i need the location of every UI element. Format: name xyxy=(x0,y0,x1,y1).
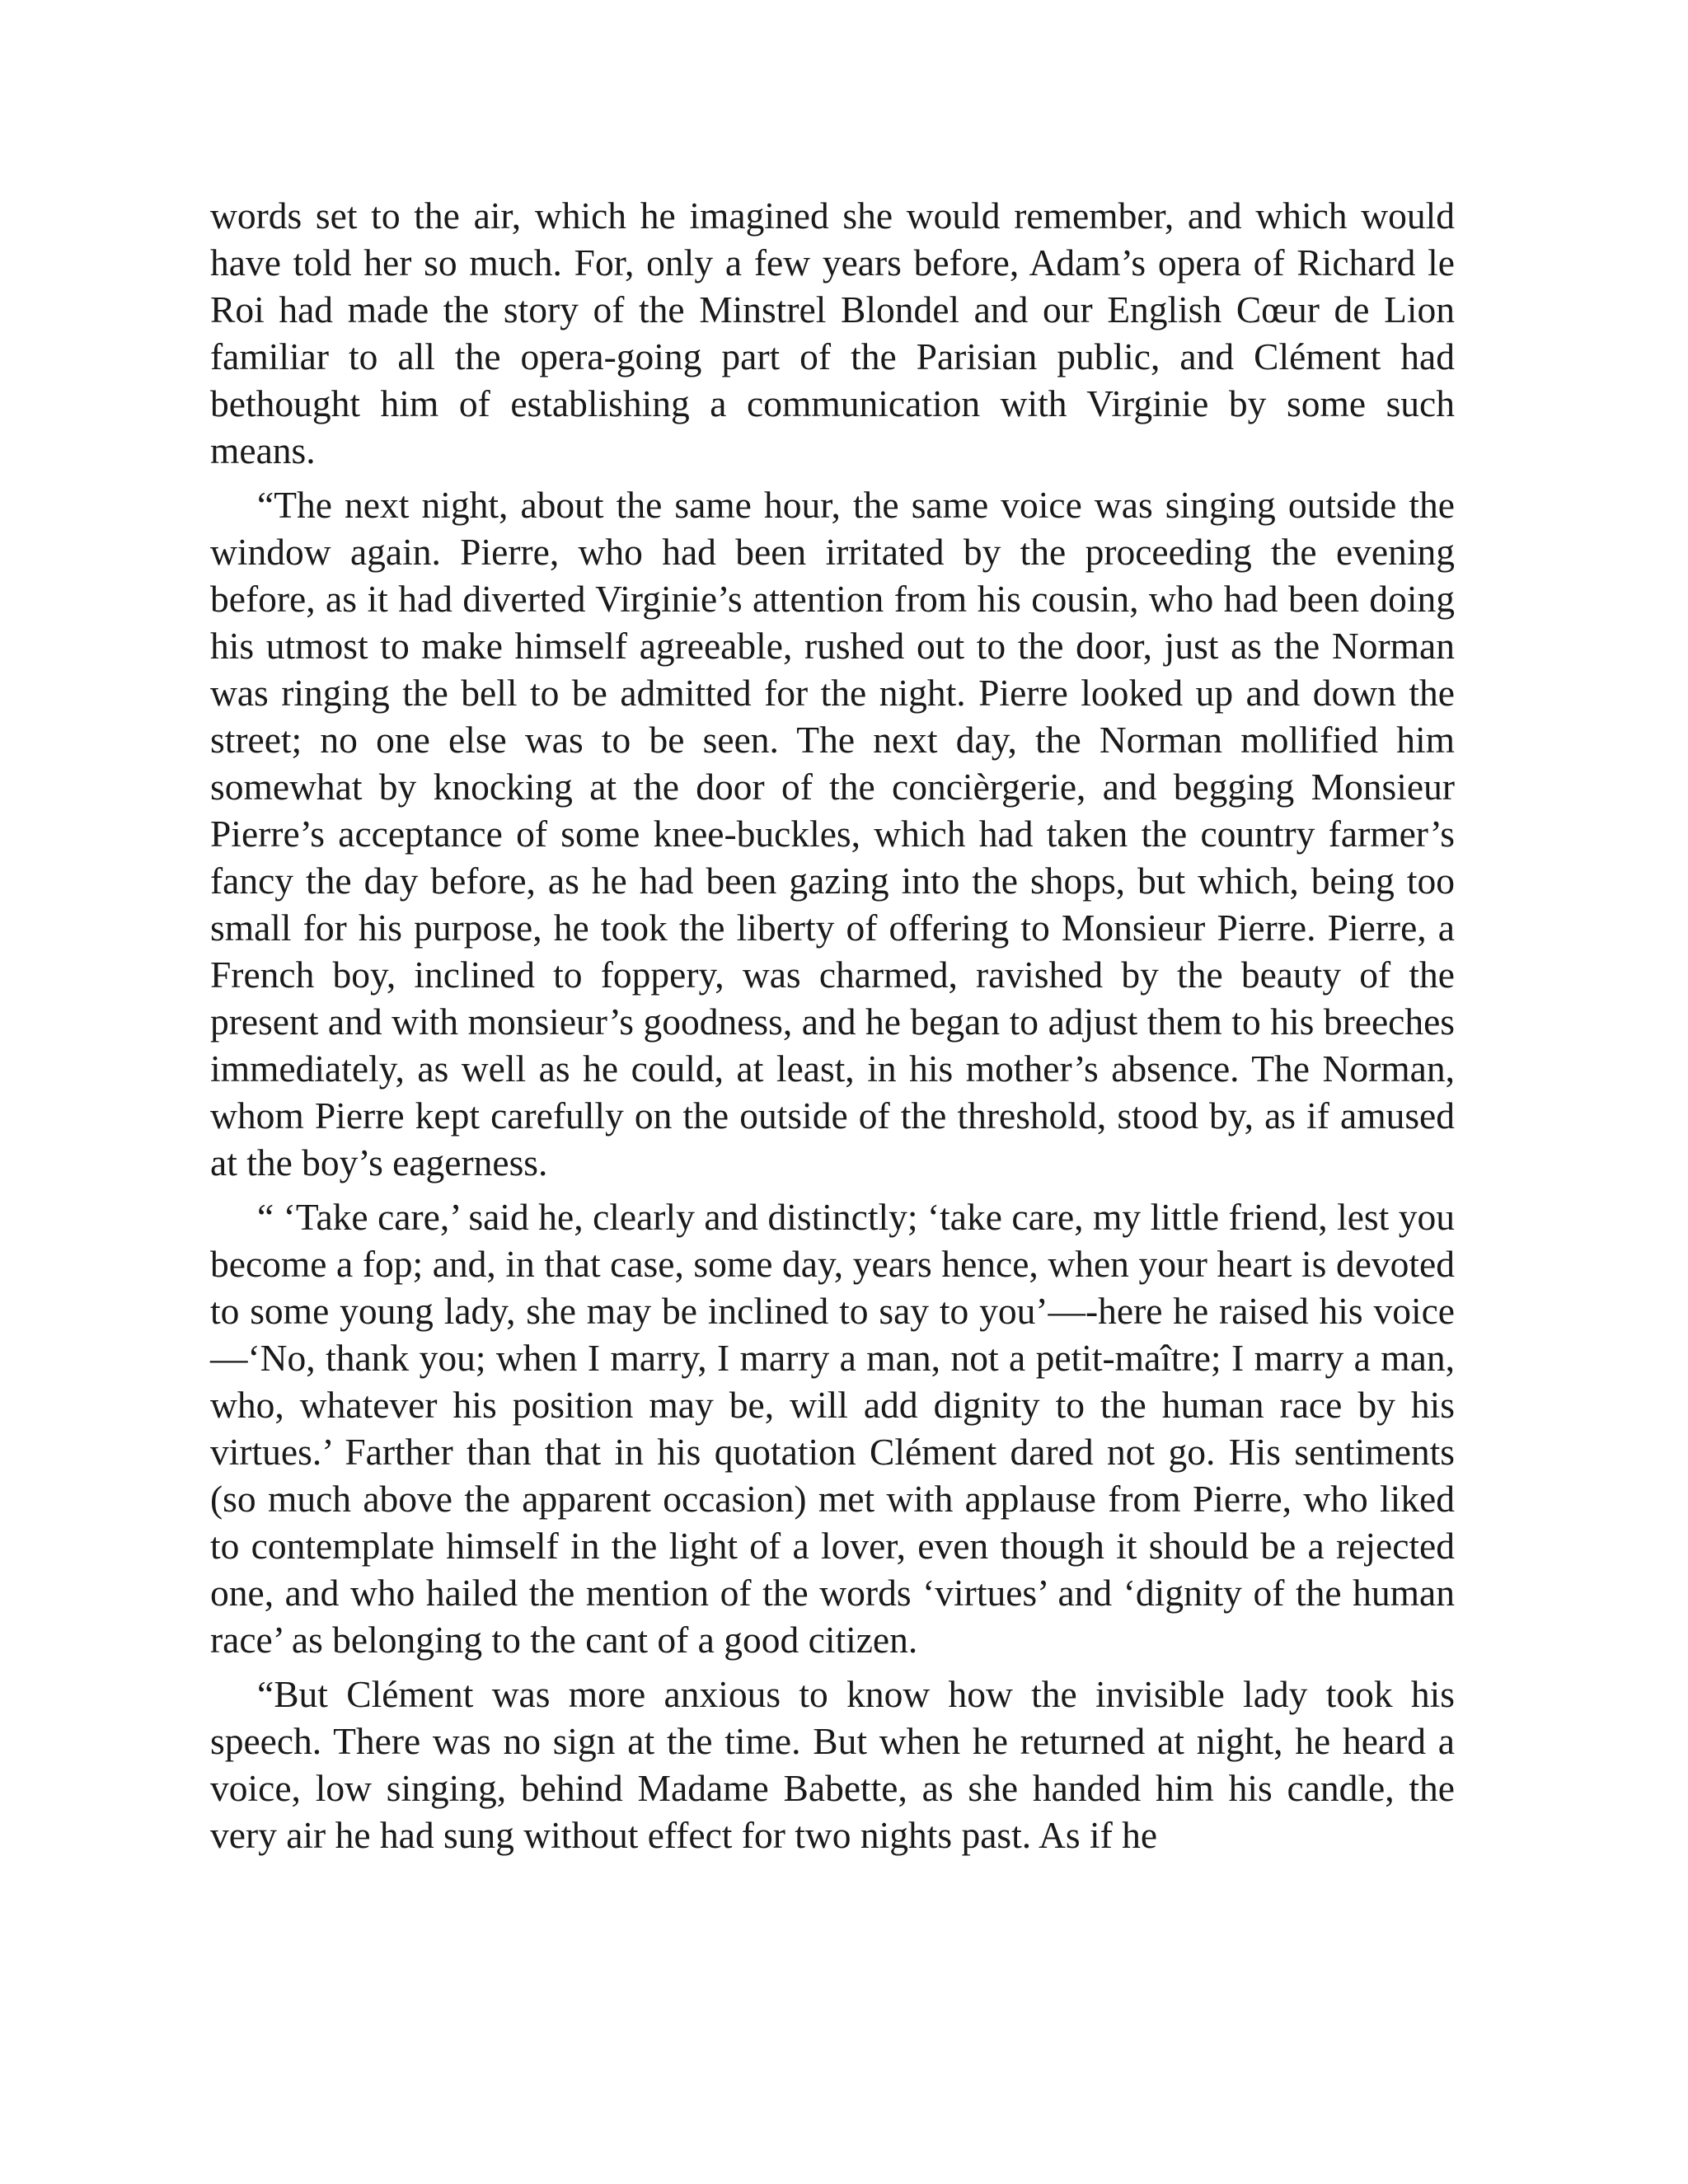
paragraph-take-care: “ ‘Take care,’ said he, clearly and distinctly; ‘take care, my little friend, lest you become a fop; and, in that case, some day, years hence, when your heart is devoted to some young lady, she may be inclined to say to you’—-here he raised his voice—‘No, thank you; when I marry, I marry a man, not a petit-maître; I marry a man, who, whatever his position may be, will add dignity to the human race by his virtues.’ Farther than that in his quotation Clément dared not go. His sentiments (so much above the apparent occasion) met with applause from Pierre, who liked to contemplate himself in the light of a lover, even though it should be a rejected one, and who hailed the mention of the words ‘virtues’ and ‘dignity of the human race’ as belonging to the cant of a good citizen. xyxy=(210,1196,1455,1661)
body-text xyxy=(210,192,1455,1866)
paragraph-continuation: words set to the air, which he imagined she would remember, and which would have told her so much. For, only a few years before, Adam’s opera of Richard le Roi had made the story of the Minstrel Blondel and our English Cœur de Lion familiar to all the opera-going part of the Parisian public, and Clément had bethought him of establishing a communication with Virginie by some such means. xyxy=(210,194,1455,471)
paragraph-but-clement: “But Clément was more anxious to know how the invisible lady took his speech. There was no sign at the time. But when he returned at night, he heard a voice, low singing, behind Madame Babette, as she handed him his candle, the very air he had sung without effect for two nights past. As if he xyxy=(210,1673,1455,1856)
paragraph-next-night: “The next night, about the same hour, the same voice was singing outside the window again. Pierre, who had been irritated by the proceeding the evening before, as it had diverted Virginie’s attention from his cousin, who had been doing his utmost to make himself agreeable, rushed out to the door, just as the Norman was ringing the bell to be admitted for the night. Pierre looked up and down the street; no one else was to be seen. The next day, the Norman mollified him somewhat by knocking at the door of the concièrgerie, and begging Monsieur Pierre’s acceptance of some knee-buckles, which had taken the country farmer’s fancy the day before, as he had been gazing into the shops, but which, being too small for his purpose, he took the liberty of offering to Monsieur Pierre. Pierre, a French boy, inclined to foppery, was charmed, ravished by the beauty of the present and with monsieur’s goodness, and he began to adjust them to his breeches immediately, as well as he could, at least, in his mother’s absence. The Norman, whom Pierre kept carefully on the outside of the threshold, stood by, as if amused at the boy’s eagerness. xyxy=(210,484,1455,1183)
